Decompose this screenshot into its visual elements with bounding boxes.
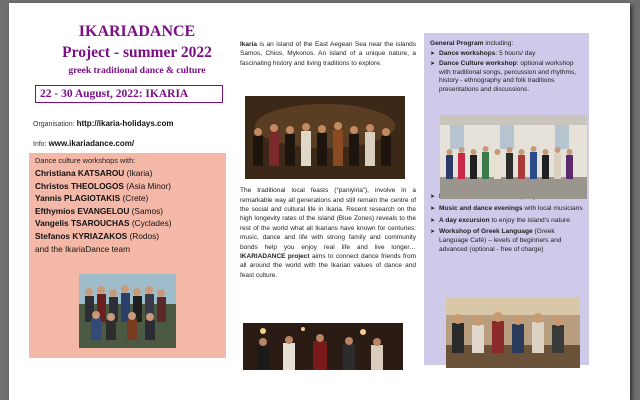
program-item (430, 50, 583, 59)
program-item-text: (Greek Language Café) – levels of beginners and advanced (optional - free of charge) (439, 228, 562, 253)
program-list-top (430, 50, 583, 95)
brochure-page (9, 3, 630, 400)
instructor-region: (Ikaria) (126, 168, 153, 178)
team-photo-figures (79, 274, 176, 348)
instructor-region: (Cyclades) (131, 218, 172, 229)
program-header (430, 40, 583, 47)
program-item (430, 205, 583, 214)
program-item-title: A day excursion (439, 216, 490, 224)
instructor-name: Vangelis TSAROUCHAS (35, 218, 130, 229)
workshop-figures (440, 115, 587, 199)
intro-paragraph (240, 40, 416, 68)
feasts-text: The traditional local feasts (“paniyiria”), involve in a remarkable way all generations and still remain the centre of the social and cultural life in Ikaria. Recent research on the high longevity rates of the island (Blue Zones) reveals to the rest of the world what all Ikarians have known for centuries: music, dance and life with strong family and community bonds help you enjoy real life and live longer… (240, 187, 416, 251)
organisation-label: Organisation: (33, 121, 75, 128)
instructor-item (35, 192, 220, 205)
info-link[interactable]: www.ikariadance.com/ (48, 139, 135, 148)
instructor-region: (Samos) (131, 205, 164, 216)
program-item-text: : optional workshop with traditional songs, percussion and rhythms, history - ethnography and folk traditions presentations and discussions. (439, 59, 577, 94)
program-header-tail: including: (483, 40, 514, 47)
program-list-bottom (430, 193, 583, 255)
program-item-title: Dance Culture workshop (439, 59, 517, 67)
feasts-bold: IKARIADANCE project (240, 253, 310, 261)
night-dance-photo (243, 323, 403, 370)
title-project: Project - summer 2022 (62, 44, 212, 61)
workshop-photo (440, 115, 587, 199)
language-workshop-photo (446, 297, 580, 368)
organisation-line (33, 119, 241, 128)
language-workshop-figures (446, 297, 580, 368)
program-item (430, 228, 583, 254)
workshops-header: Dance culture workshops with: (35, 156, 136, 165)
instructor-item (35, 167, 220, 180)
instructor-item (35, 217, 220, 230)
title-subtitle: greek traditional dance & culture (68, 65, 206, 76)
feasts-tail: aims to connect dance friends from all around the world with the Ikarian values of dance and feast culture. (240, 253, 416, 279)
program-item-title: Music and dance evenings (439, 204, 523, 212)
organisation-link[interactable]: http://ikaria-holidays.com (76, 119, 174, 128)
instructor-item (35, 205, 220, 218)
instructor-name: Christos THEOLOGOS (35, 180, 124, 191)
team-photo (79, 274, 176, 348)
instructor-item (35, 230, 220, 243)
program-item-text: with local musicians (522, 204, 583, 212)
program-item-text: to enjoy the island’s nature (489, 216, 570, 224)
title-ikariadance: IKARIADANCE (78, 23, 196, 40)
program-item-title: Workshop of Greek Language (439, 228, 533, 236)
dance-circle-photo (245, 96, 405, 179)
intro-text: is an island of the East Aegean Sea near the islands Samos, Chios, Mykonos. An island of a unique nature, a fascinating history and living traditions to explore. (240, 41, 416, 67)
instructor-region: (Crete) (122, 193, 149, 204)
dance-circle-figures (245, 96, 405, 179)
instructor-item (35, 180, 220, 193)
intro-bold: Ikaria (240, 41, 257, 48)
dates-box: 22 - 30 August, 2022: IKARIA (35, 85, 223, 103)
info-line (33, 139, 241, 148)
instructor-name: Stefanos KYRIAZAKOS (35, 230, 128, 241)
program-item-text: : 5 hours/ day (495, 50, 536, 57)
instructor-name: Yannis PLAGIOTAKIS (35, 193, 121, 204)
feasts-paragraph (240, 186, 416, 280)
title-column (33, 23, 241, 148)
instructor-region: (Asia Minor) (126, 180, 171, 191)
program-item-title: Dance workshops (439, 50, 496, 57)
info-label: Info: (33, 141, 47, 148)
program-item (430, 60, 583, 95)
program-header-bold: General Program (430, 40, 484, 47)
program-item (430, 217, 583, 226)
instructor-region: (Rodos) (129, 230, 160, 241)
night-dance-figures (243, 323, 403, 370)
team-line: and the IkariaDance team (35, 243, 131, 254)
instructor-name: Efthymios EVANGELOU (35, 205, 130, 216)
instructor-name: Christiana KATSAROU (35, 168, 125, 178)
